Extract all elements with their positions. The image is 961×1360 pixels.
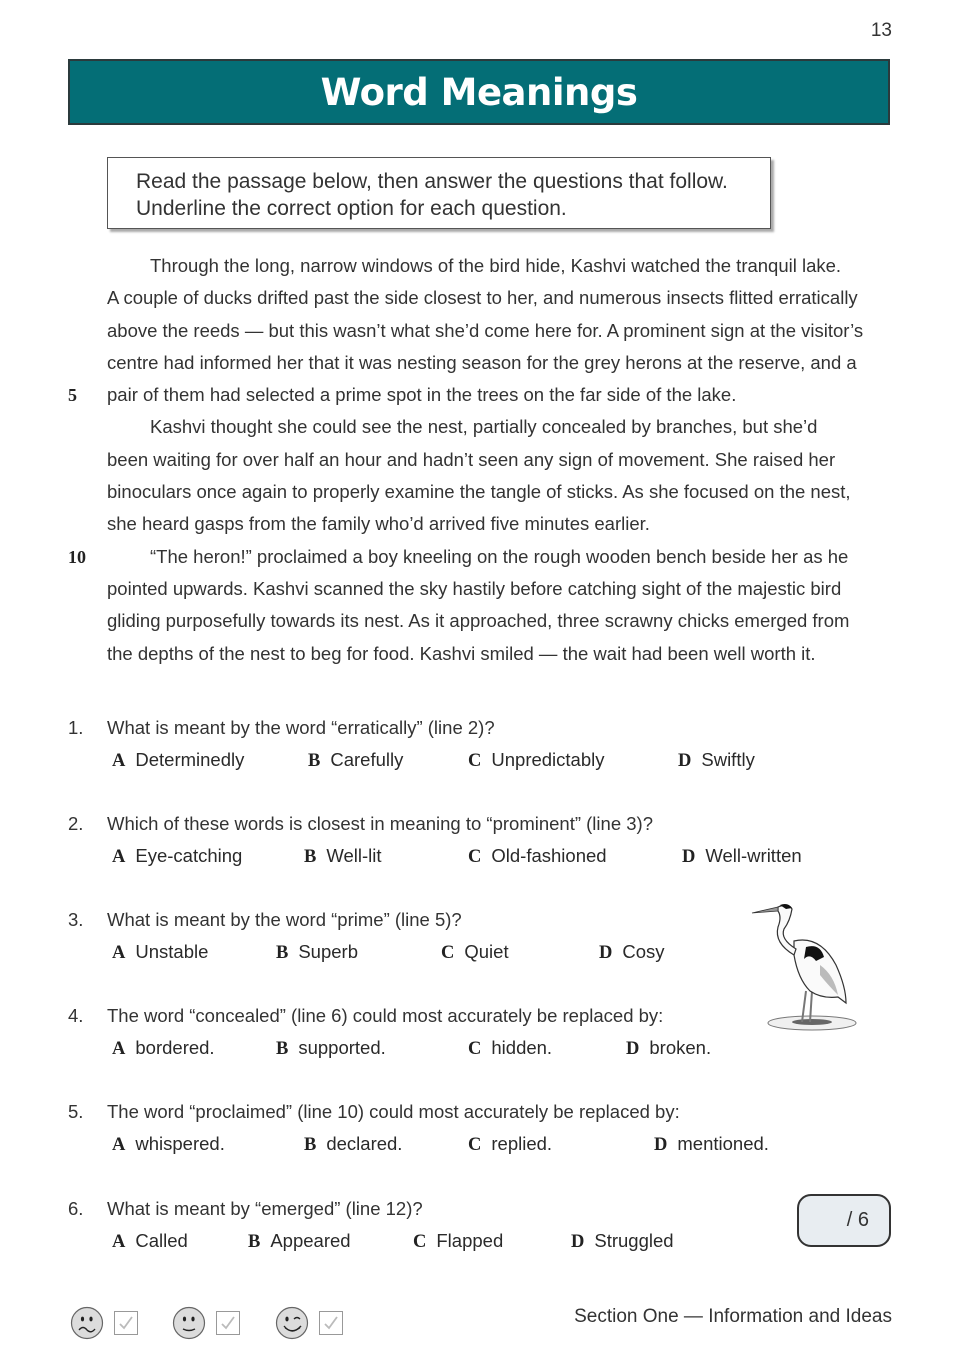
tick-box[interactable] (319, 1311, 343, 1335)
option-letter: A (112, 1135, 126, 1155)
tick-box[interactable] (216, 1311, 240, 1335)
question-text: What is meant by the word “prime” (line 5)? (107, 909, 462, 930)
passage-line (60, 605, 900, 637)
option-letter: C (468, 847, 482, 867)
check-icon (322, 1314, 340, 1332)
question-number: 4. (68, 1005, 84, 1026)
option-text: supported. (298, 1037, 386, 1058)
option-text: hidden. (491, 1037, 553, 1058)
option-text: Well-lit (326, 845, 382, 866)
passage-line (60, 379, 900, 411)
option-text: Determinedly (135, 749, 245, 770)
passage-line (60, 638, 900, 670)
option-c[interactable] (413, 1225, 503, 1258)
answer-options (68, 1128, 868, 1160)
passage-text: the depths of the nest to beg for food. Kashvi smiled — the wait had been well worth it. (107, 642, 816, 664)
passage-line (60, 444, 900, 476)
page-title: Word Meanings (320, 70, 638, 114)
option-text: Well-written (705, 845, 802, 866)
option-letter: C (468, 1039, 482, 1059)
option-a[interactable] (112, 744, 244, 777)
option-letter: C (468, 751, 482, 771)
option-a[interactable] (112, 936, 208, 969)
question-1 (68, 712, 868, 776)
option-d[interactable] (678, 744, 755, 777)
question-number: 2. (68, 813, 84, 834)
check-icon (219, 1314, 237, 1332)
option-text: Called (135, 1230, 188, 1251)
option-letter: D (571, 1232, 585, 1252)
option-text: Carefully (330, 749, 404, 770)
option-d[interactable] (599, 936, 665, 969)
passage-line (60, 250, 900, 282)
option-text: Quiet (464, 941, 509, 962)
option-letter: A (112, 1232, 126, 1252)
option-c[interactable] (468, 840, 607, 873)
option-text: bordered. (135, 1037, 215, 1058)
line-number: 5 (68, 385, 77, 406)
option-c[interactable] (468, 744, 605, 777)
option-letter: B (304, 1135, 317, 1155)
neutral-face-icon (172, 1306, 206, 1340)
passage-text: she heard gasps from the family who’d arrived five minutes earlier. (107, 513, 650, 535)
option-text: broken. (649, 1037, 712, 1058)
question-text: What is meant by “emerged” (line 12)? (107, 1198, 423, 1219)
answer-options (68, 1225, 868, 1257)
question-stem (68, 1000, 868, 1032)
passage-line (60, 541, 900, 573)
heron-illustration (750, 895, 860, 1035)
question-text: The word “concealed” (line 6) could most accurately be replaced by: (107, 1005, 664, 1026)
option-c[interactable] (441, 936, 509, 969)
option-text: Eye-catching (135, 845, 243, 866)
question-5 (68, 1096, 868, 1160)
question-2 (68, 808, 868, 872)
option-text: Cosy (622, 941, 665, 962)
option-text: mentioned. (677, 1133, 769, 1154)
passage-text: “The heron!” proclaimed a boy kneeling on the rough wooden bench beside her as he (150, 545, 849, 567)
question-stem (68, 1096, 868, 1128)
passage-line (60, 315, 900, 347)
option-letter: A (112, 943, 126, 963)
option-letter: B (276, 1039, 289, 1059)
score-box[interactable] (797, 1194, 891, 1247)
passage-text: pointed upwards. Kashvi scanned the sky hastily before catching sight of the majestic bird (107, 577, 842, 599)
question-text: Which of these words is closest in meaning to “prominent” (line 3)? (107, 813, 653, 834)
option-d[interactable] (654, 1128, 769, 1161)
instruction-box (107, 157, 771, 229)
passage-line (60, 411, 900, 443)
option-d[interactable] (571, 1225, 674, 1258)
option-letter: D (678, 751, 692, 771)
section-footer: Section One — Information and Ideas (574, 1306, 892, 1327)
option-c[interactable] (468, 1032, 552, 1065)
option-a[interactable] (112, 840, 242, 873)
check-icon (117, 1314, 135, 1332)
self-assessment-option (172, 1305, 240, 1341)
question-number: 1. (68, 717, 84, 738)
option-letter: A (112, 751, 126, 771)
answer-options (68, 936, 868, 968)
option-letter: C (468, 1135, 482, 1155)
tick-box[interactable] (114, 1311, 138, 1335)
winking-face-icon (275, 1306, 309, 1340)
answer-options (68, 840, 868, 872)
option-text: whispered. (135, 1133, 225, 1154)
passage-line (60, 508, 900, 540)
question-stem (68, 712, 868, 744)
option-letter: A (112, 847, 126, 867)
question-number: 3. (68, 909, 84, 930)
passage-text: centre had informed her that it was nesting season for the grey herons at the reserve, and a (107, 351, 857, 373)
option-b[interactable] (248, 1225, 351, 1258)
passage-text: pair of them had selected a prime spot in the trees on the far side of the lake. (107, 384, 737, 406)
option-letter: A (112, 1039, 126, 1059)
option-text: Unpredictably (491, 749, 605, 770)
option-b[interactable] (304, 1128, 402, 1161)
option-text: Flapped (436, 1230, 504, 1251)
option-b[interactable] (276, 1032, 386, 1065)
passage-text: above the reeds — but this wasn’t what she’d come here for. A prominent sign at the visitor’s (107, 319, 864, 341)
option-text: Unstable (135, 941, 209, 962)
question-number: 5. (68, 1101, 84, 1122)
option-text: Swiftly (701, 749, 755, 770)
sad-face-icon (70, 1306, 104, 1340)
option-letter: B (276, 943, 289, 963)
question-4 (68, 1000, 868, 1064)
answer-options (68, 744, 868, 776)
option-letter: B (308, 751, 321, 771)
option-letter: B (304, 847, 317, 867)
option-b[interactable] (304, 840, 382, 873)
score-total: / 6 (846, 1209, 869, 1231)
option-letter: D (599, 943, 613, 963)
option-c[interactable] (468, 1128, 552, 1161)
question-number: 6. (68, 1198, 84, 1219)
option-text: Struggled (594, 1230, 674, 1251)
instruction-line: Read the passage below, then answer the questions that follow. (136, 170, 728, 193)
question-stem (68, 808, 868, 840)
line-number: 10 (68, 546, 86, 567)
question-stem (68, 904, 868, 936)
option-letter: C (441, 943, 455, 963)
option-d[interactable] (626, 1032, 711, 1065)
option-letter: D (654, 1135, 668, 1155)
passage (60, 250, 900, 670)
option-letter: B (248, 1232, 261, 1252)
question-text: The word “proclaimed” (line 10) could most accurately be replaced by: (107, 1101, 680, 1122)
answer-options (68, 1032, 868, 1064)
page-number: 13 (870, 20, 892, 41)
option-text: Old-fashioned (491, 845, 607, 866)
passage-line (60, 347, 900, 379)
instruction-line: Underline the correct option for each question. (136, 197, 567, 220)
option-a[interactable] (112, 1225, 188, 1258)
passage-text: been waiting for over half an hour and hadn’t seen any sign of movement. She raised her (107, 448, 836, 470)
passage-line (60, 282, 900, 314)
self-assessment-option (70, 1305, 138, 1341)
passage-text: A couple of ducks drifted past the side closest to her, and numerous insects flitted erratically (107, 287, 858, 309)
question-6 (68, 1193, 868, 1257)
option-text: Appeared (270, 1230, 351, 1251)
passage-text: gliding purposefully towards its nest. As it approached, three scrawny chicks emerged from (107, 610, 850, 632)
question-text: What is meant by the word “erratically” (line 2)? (107, 717, 495, 738)
option-b[interactable] (276, 936, 358, 969)
question-stem (68, 1193, 868, 1225)
passage-text: binoculars once again to properly examine the tangle of sticks. As she focused on the nest, (107, 481, 851, 503)
option-d[interactable] (682, 840, 802, 873)
question-3 (68, 904, 868, 968)
passage-line (60, 476, 900, 508)
self-assessment-option (275, 1305, 343, 1341)
option-a[interactable] (112, 1128, 225, 1161)
option-b[interactable] (308, 744, 403, 777)
option-text: replied. (491, 1133, 553, 1154)
title-banner (68, 59, 890, 125)
option-a[interactable] (112, 1032, 215, 1065)
passage-text: Through the long, narrow windows of the bird hide, Kashvi watched the tranquil lake. (150, 255, 842, 276)
option-letter: C (413, 1232, 427, 1252)
option-letter: D (682, 847, 696, 867)
option-text: Superb (298, 941, 358, 962)
passage-line (60, 573, 900, 605)
option-letter: D (626, 1039, 640, 1059)
option-text: declared. (326, 1133, 403, 1154)
passage-text: Kashvi thought she could see the nest, partially concealed by branches, but she’d (150, 416, 818, 438)
